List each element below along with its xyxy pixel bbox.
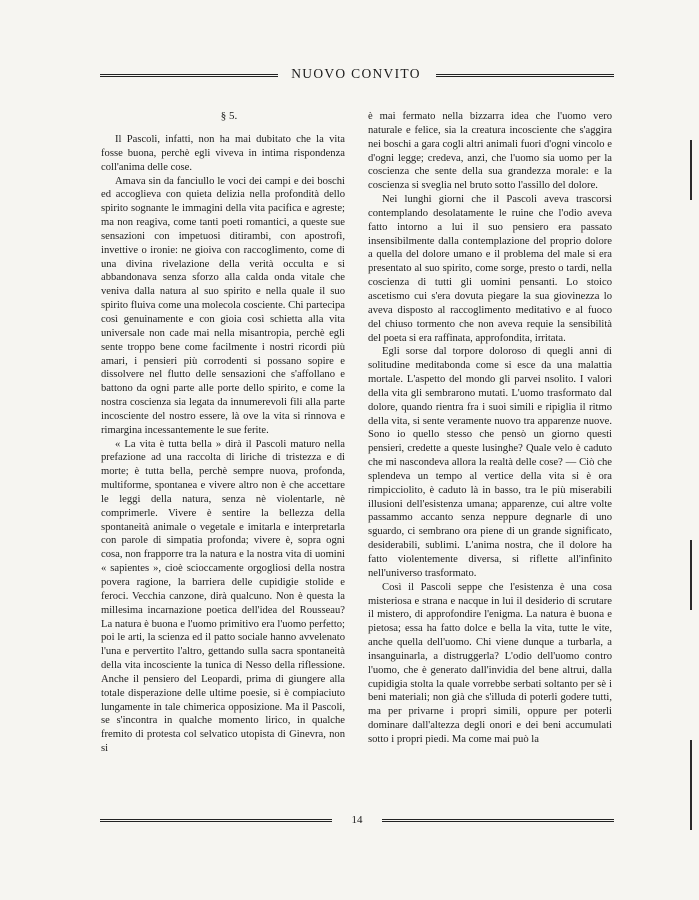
paragraph: Nei lunghi giorni che il Pascoli aveva trascorsi contemplando desolatamente le ruine che l'odio aveva fatto intorno a lui il suo pensiero era passato insensibilmente dalla contemplazione del proprio dolore a quella del dolore umano e il problema del male si era presentato al suo spirito, come sorge, presto o tardi, nella coscienza di tutti gli uomini pensanti. Lo stoico ascetismo cui s'era dovuta piegare la sua giovinezza lo aveva disposto al raccoglimento meditativo e al fuoco del chiuso tormento che non aveva requie la sensibilità del poeta si era raffinata, approfondita, irritata.: [368, 194, 612, 344]
page-footer: [100, 812, 614, 832]
right-column: [368, 110, 612, 747]
paragraph: Il Pascoli, infatti, non ha mai dubitato che la vita fosse buona, perchè egli viveva in intima rispondenza coll'anima delle cose.: [101, 134, 345, 173]
left-column: [101, 110, 345, 756]
paragraph: Amava sin da fanciullo le voci dei campi e dei boschi ed accoglieva con quieta delizia nella profondità dello spirito sognante le immagini della vita pacifica e agreste; ma non reagiva, come tanti poeti romantici, a queste sue sensazioni con impetuosi ditirambi, con apostrofi, invettive o ironie: ne gioiva con raccoglimento, come di una divina rivelazione della verità occulta e si abbandonava senza sforzo alla calda onda vitale che veniva dalla natura al suo spirito e nella quale il suo spirito fluiva come una molecola cosciente. Chi partecipa così genuinamente e con gioia così schietta alla vita universale non cade mai nella misantropia, perchè egli sente troppo bene come facilmente i nostri ricordi più amari, i pensieri più corrodenti si possano sopire e dissolvere nel flutto delle sensazioni che s'affollano e battono da ogni parte alle porte dello spirito, e come la nostra coscienza sia legata da innumerevoli fili alla parte incosciente del nostro essere, là ove la vita si rinnova e rimargina incessantemente le sue ferite.: [101, 175, 345, 436]
footer-rule-right: [382, 819, 614, 822]
paragraph: è mai fermato nella bizzarra idea che l'uomo vero naturale e felice, sia la creatura incosciente che s'aggira nei boschi a gara cogli altri animali fuori d'ogni vincolo e d'ogni legge; credeva, anzi, che l'uomo sia uomo per la coscienza che sente della sua grandezza morale: e la coscienza si sveglia nel bruto sotto l'assillo del dolore.: [368, 111, 612, 192]
journal-title: NUOVO CONVITO: [291, 66, 421, 81]
header-rule-right: [436, 74, 614, 77]
scan-edge-mark: [690, 140, 692, 200]
paragraph: « La vita è tutta bella » dirà il Pascoli maturo nella prefazione ad una raccolta di liriche di tristezza e di morte; è tutta bella, perchè sempre nuova, profonda, multiforme, spontanea e vivere altro non è che accettare le leggi della natura, senza nè violentarle, nè comprimerle. Vivere è sentire la bellezza della spontaneità animale o vegetale e imitarla e interpretarla con parole di simpatia profonda; vivere è, sopra ogni cosa, non frapporre tra la natura e la nostra vita di uomini « sapientes », cioè scioccamente orgogliosi della nostra povera ragione, la barriera delle cupidigie stolide e feroci. Vecchia canzone, dirà qualcuno. Non è questa la millesima incarnazione poetica dell'idea del Rousseau? La natura è buona e l'uomo primitivo era l'uomo perfetto; poi le arti, la scienza ed il patto sociale hanno avvelenato l'una e pervertito l'altro, gettando sulla sacra spontaneità della vita incosciente la tunica di Nesso della riflessione. Anche il pensiero del Leopardi, prima di giungere alla totale disperazione delle ultime poesie, si è compiaciuto lungamente in tale chimerica opposizione. Ma il Pascoli, se s'incontra in qualche momento lirico, in qualche fremito di protesta col selvatico utopista di Ginevra, non si: [101, 438, 345, 755]
scan-edge-mark: [690, 540, 692, 610]
scan-edge-mark: [690, 740, 692, 830]
section-heading: § 5.: [220, 110, 238, 122]
paragraph: Egli sorse dal torpore doloroso di quegli anni di solitudine meditabonda come si esce da una malattia mortale. L'aspetto del mondo gli parvei nsolito. I valori della vita gli sembrarono mutati. L'uomo trasformato dal dolore, quando rientra fra i suoi simili e ripiglia il ritmo della vita, si sente veramente nuovo tra apparenze nuove. Sono io quello stesso che pensò un giorno questi pensieri, credette a queste lusinghe? Quale velo è caduto che mi nascondeva allora la realtà delle cose? — Ciò che splendeva un tempo al vertice della vita si è ora rimpicciolito, è caduto là in basso, tra le più miserabili illusioni dell'esistenza umana; apparenze, cui altre volte passammo accanto senza neppure degnarle di uno sguardo, ci sembrano ora piene di un grande significato, desiderabili, sublimi. L'anima nostra, che il dolore ha fatto violentemente diversa, si riflette all'infinito nell'universo trasformato.: [368, 346, 612, 579]
paragraph: Così il Pascoli seppe che l'esistenza è una cosa misteriosa e strana e nacque in lui il desiderio di scrutare il mistero, di approfondire l'enigma. La natura è buona e pietosa; essa ha fatto dolce e bella la vita, tutte le vite, anche quella dell'uomo. Chi viene dunque a turbarla, a insanguinarla, a distruggerla? L'odio dell'uomo contro l'uomo, che è generato dall'invidia del bene altrui, dalla cupidigia stolta la quale vorrebbe serbati soltanto per sè i beni materiali; non già che s'illuda di poterli godere tutti, ma per privarne i propri simili, oppure per poterli dominare dall'altezza degli onori e dei beni accumulati sotto i propri piedi. Ma come mai può la: [368, 581, 612, 745]
page-number: 14: [351, 814, 363, 826]
running-header: [100, 64, 612, 84]
